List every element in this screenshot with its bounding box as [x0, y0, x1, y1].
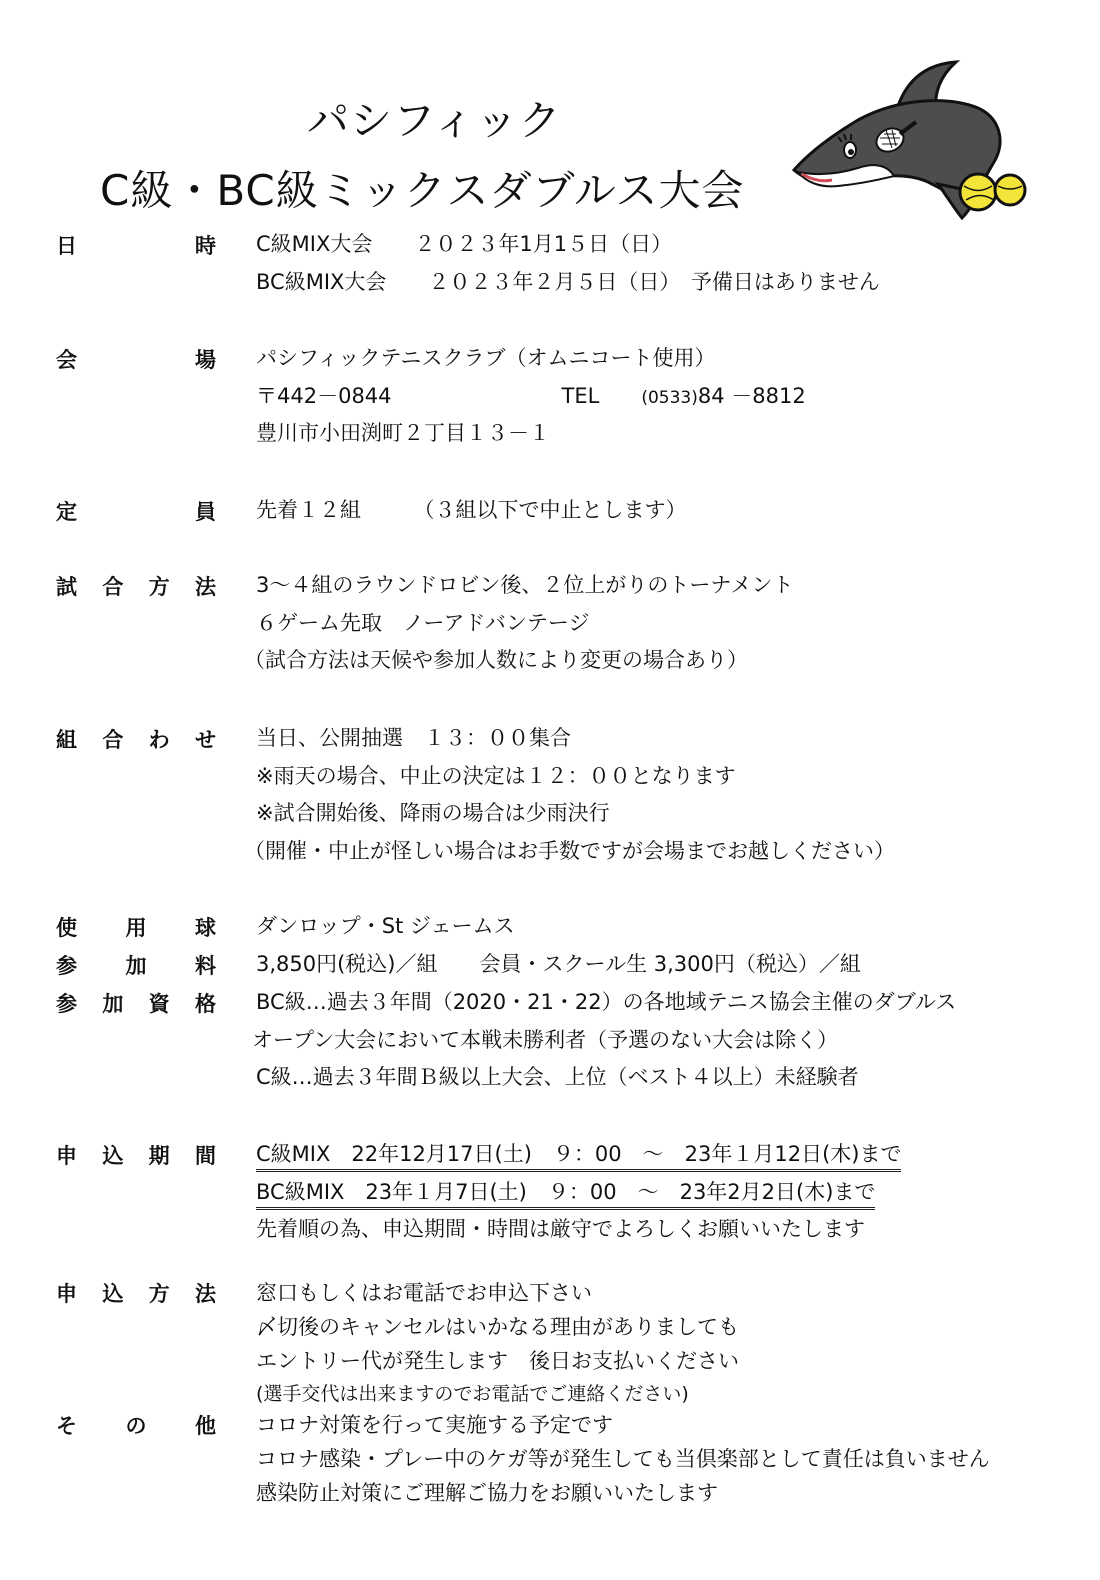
- method-line-1: 窓口もしくはお電話でお申込下さい: [256, 1281, 592, 1305]
- label-other: その他: [56, 1414, 216, 1438]
- ball-line: ダンロップ・St ジェームス: [256, 914, 515, 938]
- label-method: 申込方法: [56, 1282, 216, 1306]
- eligibility-line-1: BC級…過去３年間（2020・21・22）の各地域テニス協会主催のダブルス: [256, 990, 957, 1014]
- eligibility-line-2: オープン大会において本戦未勝利者（予選のない大会は除く）: [252, 1027, 839, 1052]
- fee-line: 3,850円(税込)／組 会員・スクール生 3,300円（税込）／組: [256, 952, 861, 976]
- format-line-2: ６ゲーム先取 ノーアドバンテージ: [256, 610, 590, 635]
- label-venue: 会場: [56, 348, 216, 372]
- other-line-2: コロナ感染・プレー中のケガ等が発生しても当倶楽部として責任は負いません: [256, 1447, 990, 1471]
- other-line-1: コロナ対策を行って実施する予定です: [256, 1413, 613, 1437]
- method-line-2: 〆切後のキャンセルはいかなる理由がありましても: [256, 1315, 739, 1339]
- venue-tel-area: (0533): [641, 387, 698, 408]
- method-line-4: (選手交代は出来ますのでお電話でご連絡ください): [256, 1383, 689, 1405]
- label-format: 試合方法: [56, 575, 216, 599]
- title-line-1: パシフィック: [307, 96, 562, 145]
- period-line-bc: BC級MIX 23年１月7日(土) ９：00 ～ 23年2月2日(木)まで: [256, 1177, 875, 1210]
- venue-address: 豊川市小田渕町２丁目１３－１: [256, 421, 550, 445]
- label-fee: 参加料: [56, 954, 216, 978]
- label-period: 申込期間: [56, 1144, 216, 1168]
- venue-tel-label: TEL: [561, 383, 600, 408]
- draw-line-3: ※試合開始後、降雨の場合は少雨決行: [256, 801, 610, 825]
- label-eligibility: 参加資格: [56, 992, 216, 1016]
- date-line-bc: BC級MIX大会 ２０２３年２月５日（日） 予備日はありません: [256, 269, 880, 294]
- format-line-1: 3～４組のラウンドロビン後、２位上がりのトーナメント: [256, 573, 794, 597]
- period-note: 先着順の為、申込期間・時間は厳守でよろしくお願いいたします: [256, 1217, 865, 1241]
- draw-line-1: 当日、公開抽選 １３：００集合: [256, 726, 571, 750]
- format-line-3: （試合方法は天候や参加人数により変更の場合あり）: [244, 648, 748, 672]
- draw-line-2: ※雨天の場合、中止の決定は１２：００となります: [256, 763, 736, 788]
- eligibility-line-3: C級…過去３年間Ｂ級以上大会、上位（ベスト４以上）未経験者: [256, 1065, 859, 1089]
- venue-name: パシフィックテニスクラブ（オムニコート使用）: [256, 346, 716, 370]
- label-draw: 組合わせ: [56, 728, 216, 752]
- period-line-c: C級MIX 22年12月17日(土) ９：00 ～ 23年１月12日(木)まで: [256, 1139, 901, 1172]
- venue-postal: 〒442－0844: [256, 383, 392, 408]
- venue-contact: [256, 378, 1076, 416]
- title-line-2: C級・BC級ミックスダブルス大会: [100, 166, 745, 215]
- draw-line-4: （開催・中止が怪しい場合はお手数ですが会場までお越しください）: [244, 838, 895, 863]
- capacity-line: 先着１２組 （３組以下で中止とします）: [256, 498, 687, 522]
- venue-tel-number: 84 －8812: [697, 383, 806, 408]
- label-date: 日時: [56, 234, 216, 258]
- dolphin-tennis-mascot-icon: [788, 58, 1028, 228]
- method-line-3: エントリー代が発生します 後日お支払いください: [256, 1349, 739, 1373]
- other-line-3: 感染防止対策にご理解ご協力をお願いいたします: [256, 1481, 718, 1505]
- label-ball: 使用球: [56, 916, 216, 940]
- date-line-c: C級MIX大会 ２０２３年1月1５日（日）: [256, 232, 673, 256]
- label-capacity: 定員: [56, 500, 216, 524]
